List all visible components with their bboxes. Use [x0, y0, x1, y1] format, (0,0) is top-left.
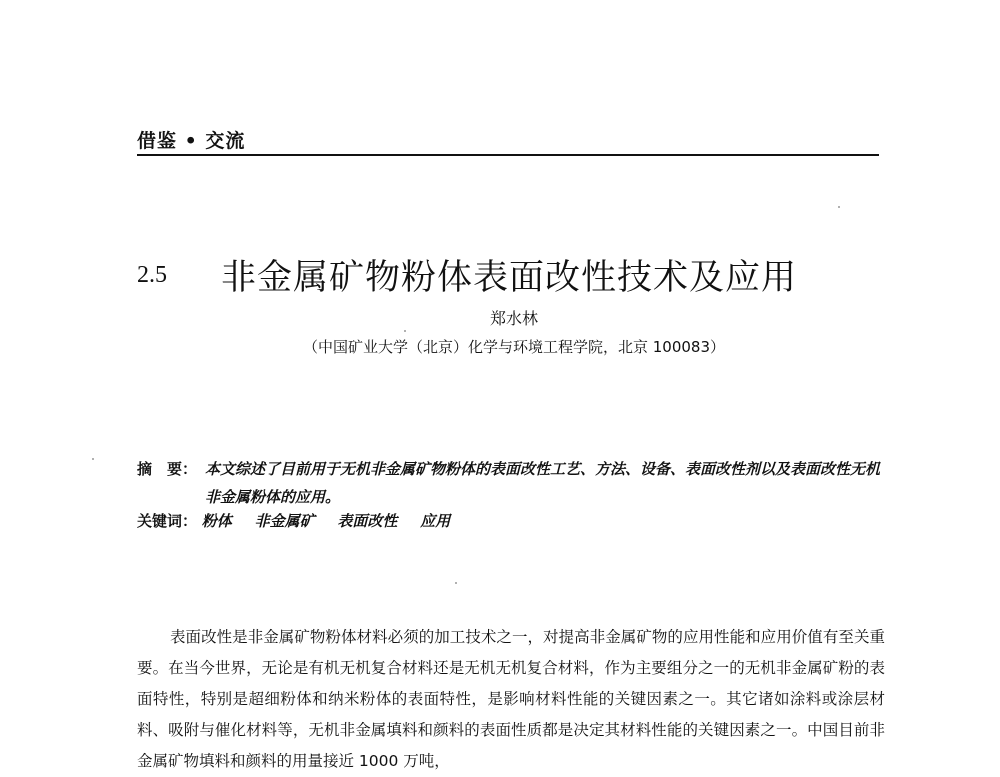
keywords-label: 关键词：: [137, 512, 198, 530]
title-row: [137, 250, 897, 298]
scan-speck: [455, 582, 457, 584]
body-paragraph: 表面改性是非金属矿物粉体材料必须的加工技术之一，对提高非金属矿物的应用性能和应用价值有至关重要。在当今世界，无论是有机无机复合材料还是无机无机复合材料，作为主要组分之一的无机非金属矿粉的表面特性，特别是超细粉体和纳米粉体的表面特性，是影响材料性能的关键因素之一。其它诸如涂料或涂层材料、吸附与催化材料等，无机非金属填料和颜料的表面性质都是决定其材料性能的关键因素之一。中国目前非金属矿物填料和颜料的用量接近 1000 万吨，: [137, 628, 885, 770]
author-name: 郑水林: [489, 309, 538, 328]
keyword: 应用: [420, 512, 451, 530]
keyword: 粉体: [201, 512, 232, 530]
running-header: 借鉴 • 交流: [137, 130, 246, 152]
scan-speck: [838, 206, 840, 208]
keyword: 非金属矿: [254, 512, 315, 530]
scan-speck: [92, 458, 94, 460]
author-affiliation: （中国矿业大学（北京）化学与环境工程学院，北京 100083）: [302, 338, 726, 356]
scan-speck: [404, 330, 406, 332]
keyword: 表面改性: [337, 512, 398, 530]
header-rule: [137, 154, 879, 156]
abstract-label: 摘 要：: [137, 460, 198, 478]
keywords: [137, 510, 882, 531]
section-number: 2.5: [137, 262, 167, 288]
abstract-text: 本文综述了目前用于无机非金属矿物粉体的表面改性工艺、方法、设备、表面改性剂以及表面改性无机非金属粉体的应用。: [205, 460, 881, 506]
paper-title: 非金属矿物粉体表面改性技术及应用: [221, 258, 798, 298]
